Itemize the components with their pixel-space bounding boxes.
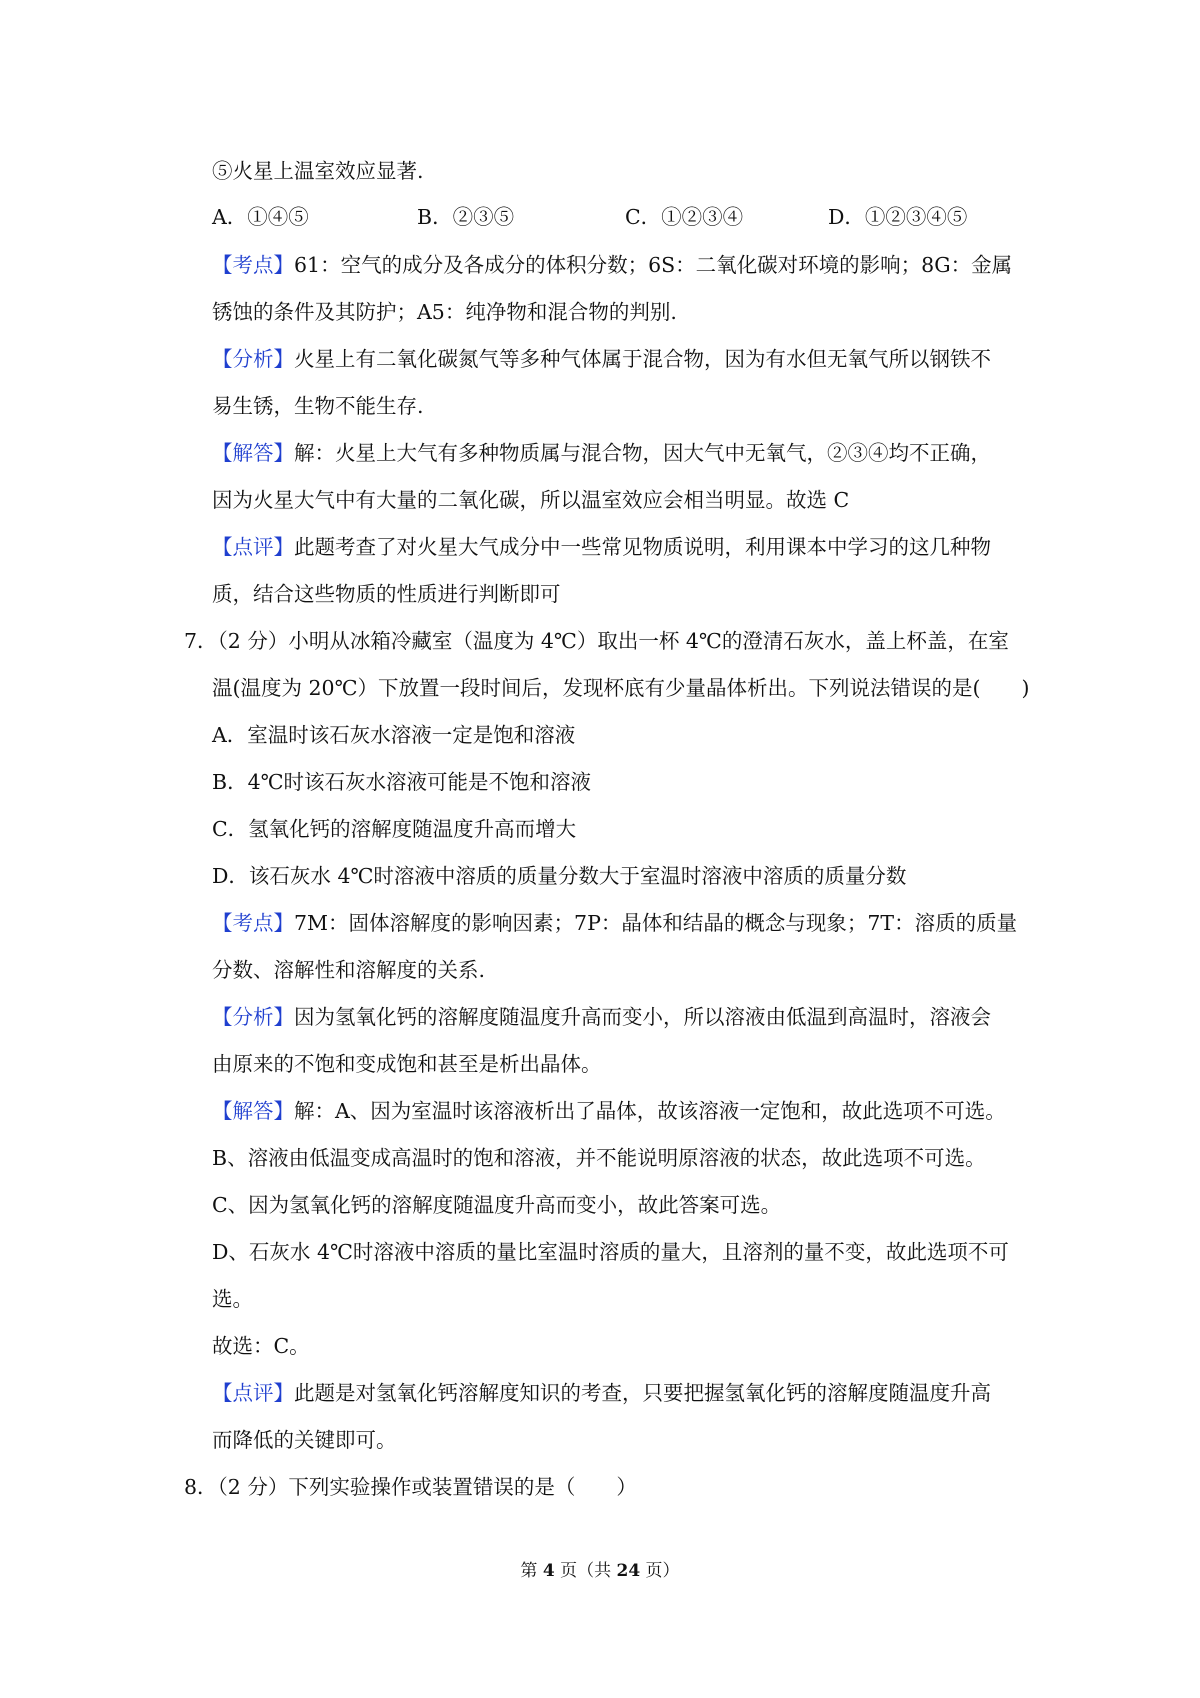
footer-middle: 页（共 [554, 1561, 617, 1581]
q6-jieda-text-1: 解：火星上大气有多种物质属与混合物，因大气中无氧气，②③④均不正确， [294, 441, 991, 465]
dianping-tag: 【点评】 [212, 1381, 294, 1405]
q7-jieda-d-cont: 选。 [212, 1287, 253, 1311]
kaodian-tag: 【考点】 [212, 911, 294, 935]
q6-option-b: B．②③⑤ [417, 205, 515, 229]
q6-fenxi-text-1: 火星上有二氧化碳氮气等多种气体属于混合物，因为有水但无氧气所以钢铁不 [294, 347, 991, 371]
q7-answer: 故选：C。 [212, 1334, 310, 1358]
q7-option-b: B．4℃时该石灰水溶液可能是不饱和溶液 [212, 770, 592, 794]
q6-jieda-cont: 因为火星大气中有大量的二氧化碳，所以温室效应会相当明显。故选 C [212, 488, 850, 512]
fenxi-tag: 【分析】 [212, 1005, 294, 1029]
footer-total-pages: 24 [616, 1561, 641, 1581]
q6-dianping [212, 532, 991, 562]
q7-jieda [212, 1096, 1006, 1126]
q7-jieda-b: B、溶液由低温变成高温时的饱和溶液，并不能说明原溶液的状态，故此选项不可选。 [212, 1146, 986, 1170]
footer-page-number: 4 [542, 1561, 555, 1581]
q7-option-a: A．室温时该石灰水溶液一定是饱和溶液 [212, 723, 576, 747]
q7-fenxi-text-1: 因为氢氧化钙的溶解度随温度升高而变小，所以溶液由低温到高温时，溶液会 [294, 1005, 991, 1029]
q7-option-c: C．氢氧化钙的溶解度随温度升高而增大 [212, 817, 577, 841]
q7-dianping-cont: 而降低的关键即可。 [212, 1428, 397, 1452]
q7-kaodian-cont: 分数、溶解性和溶解度的关系. [212, 958, 486, 982]
q6-dianping-cont: 质，结合这些物质的性质进行判断即可 [212, 582, 561, 606]
q6-option-d: D．①②③④⑤ [828, 205, 968, 229]
q7-kaodian-text-1: 7M：固体溶解度的影响因素；7P：晶体和结晶的概念与现象；7T：溶质的质量 [294, 911, 1018, 935]
q6-fenxi [212, 344, 991, 374]
q6-kaodian-text-1: 61：空气的成分及各成分的体积分数；6S：二氧化碳对环境的影响；8G：金属 [294, 253, 1013, 277]
footer-suffix: 页） [640, 1561, 680, 1581]
q6-fenxi-cont: 易生锈，生物不能生存. [212, 394, 424, 418]
page-footer [0, 1558, 1200, 1584]
q6-options [212, 202, 1032, 232]
q6-option-a: A．①④⑤ [212, 205, 309, 229]
q8-stem: 8．（2 分）下列实验操作或装置错误的是（ ） [184, 1475, 637, 1499]
q7-option-d: D．该石灰水 4℃时溶液中溶质的质量分数大于室温时溶液中溶质的质量分数 [212, 864, 907, 888]
q7-dianping [212, 1378, 991, 1408]
q6-jieda [212, 438, 991, 468]
q7-dianping-text-1: 此题是对氢氧化钙溶解度知识的考查，只要把握氢氧化钙的溶解度随温度升高 [294, 1381, 991, 1405]
q6-kaodian-cont: 锈蚀的条件及其防护；A5：纯净物和混合物的判别. [212, 300, 677, 324]
q6-statement-5: ⑤火星上温室效应显著. [212, 159, 424, 183]
q7-jieda-d: D、石灰水 4℃时溶液中溶质的量比室温时溶质的量大，且溶剂的量不变，故此选项不可 [212, 1240, 1009, 1264]
q6-dianping-text-1: 此题考查了对火星大气成分中一些常见物质说明，利用课本中学习的这几种物 [294, 535, 991, 559]
q6-option-c: C．①②③④ [625, 205, 744, 229]
q6-kaodian [212, 250, 1012, 280]
fenxi-tag: 【分析】 [212, 347, 294, 371]
jieda-tag: 【解答】 [212, 441, 294, 465]
q7-jieda-c: C、因为氢氧化钙的溶解度随温度升高而变小，故此答案可选。 [212, 1193, 782, 1217]
footer-prefix: 第 [520, 1561, 543, 1581]
q7-kaodian [212, 908, 1017, 938]
q7-fenxi [212, 1002, 991, 1032]
q7-jieda-text-1: 解：A、因为室温时该溶液析出了晶体，故该溶液一定饱和，故此选项不可选。 [294, 1099, 1006, 1123]
jieda-tag: 【解答】 [212, 1099, 294, 1123]
q7-stem-2: 温(温度为 20℃）下放置一段时间后，发现杯底有少量晶体析出。下列说法错误的是( ) [212, 676, 1030, 700]
q7-fenxi-cont: 由原来的不饱和变成饱和甚至是析出晶体。 [212, 1052, 602, 1076]
dianping-tag: 【点评】 [212, 535, 294, 559]
q7-stem-1: 7．（2 分）小明从冰箱冷藏室（温度为 4℃）取出一杯 4℃的澄清石灰水，盖上杯盖，在室 [184, 629, 1009, 653]
kaodian-tag: 【考点】 [212, 253, 294, 277]
